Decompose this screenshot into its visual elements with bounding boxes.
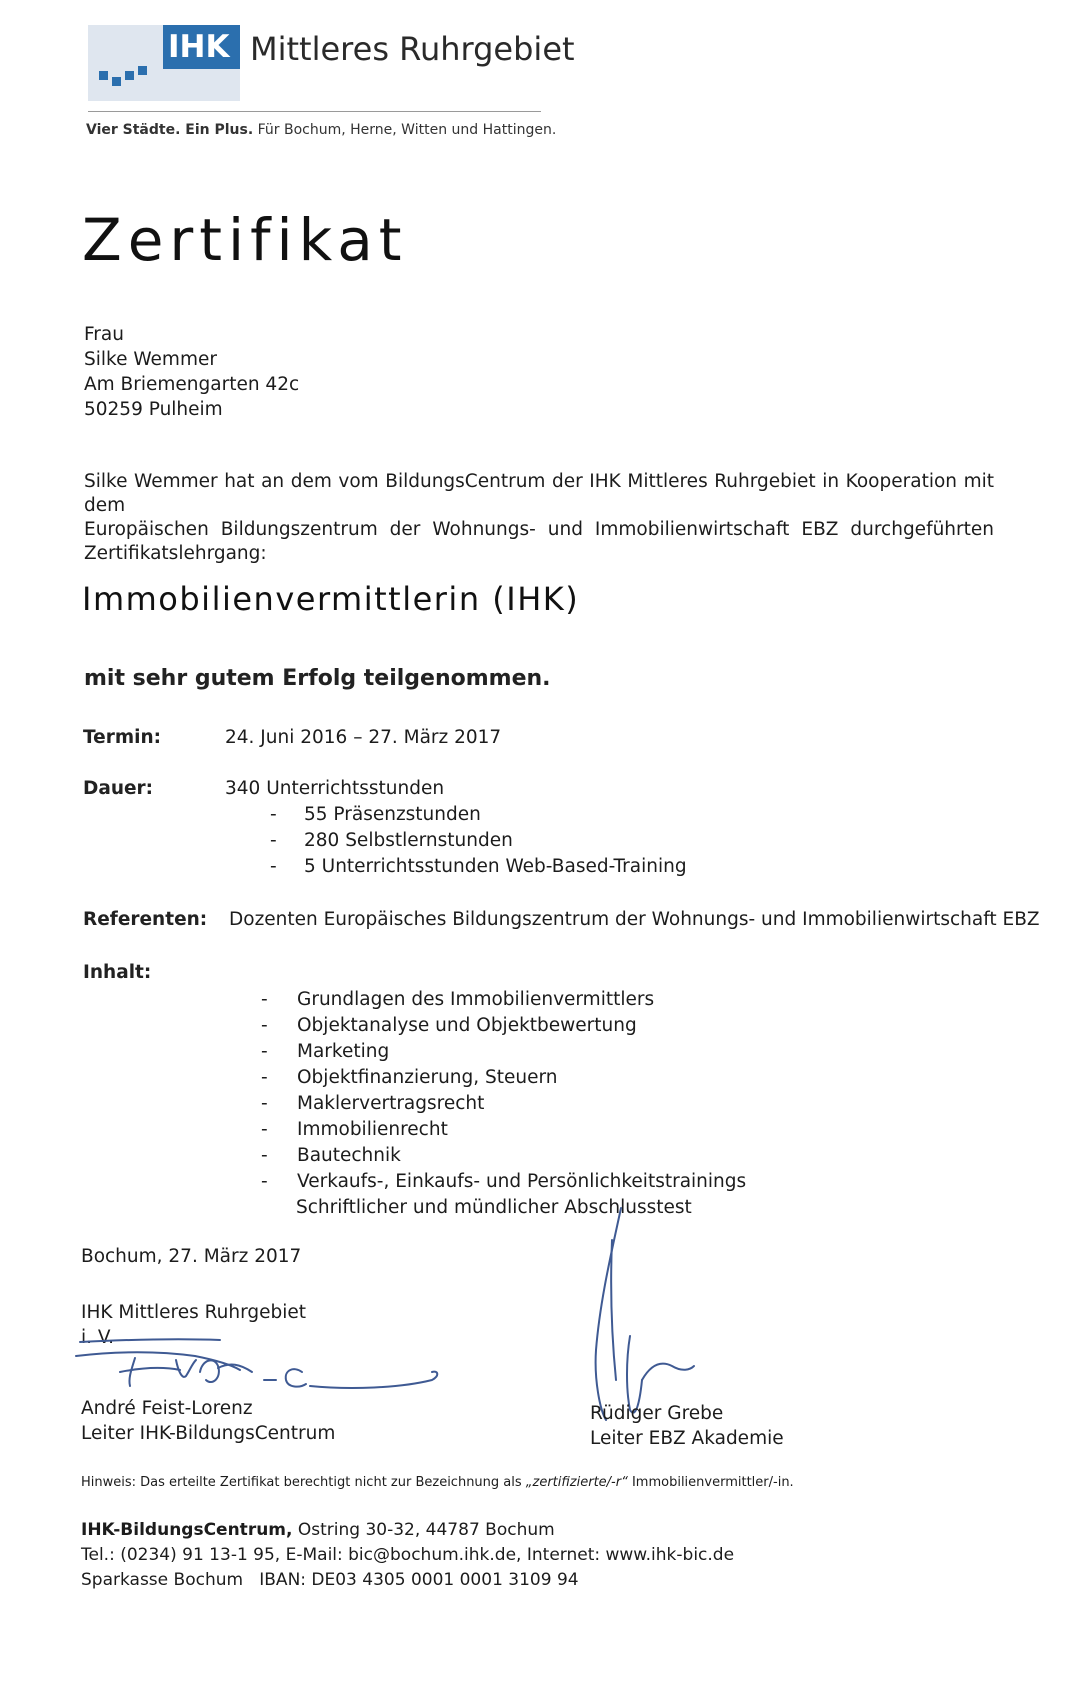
dauer-label: Dauer:: [83, 778, 154, 799]
inhalt-item: Verkaufs-, Einkaufs- und Persönlichkeitstrainings: [297, 1171, 747, 1192]
document-title: Zertifikat: [82, 206, 408, 274]
dauer-item: 55 Präsenzstunden: [304, 804, 481, 825]
inhalt-label: Inhalt:: [83, 962, 152, 983]
inhalt-item: Maklervertragsrecht: [297, 1093, 485, 1114]
course-title: Immobilienvermittlerin (IHK): [82, 580, 580, 618]
org-iv: i. V.: [81, 1327, 115, 1348]
termin-label: Termin:: [83, 727, 162, 748]
intro-line: Zertifikatslehrgang:: [84, 543, 267, 564]
inhalt-item: Grundlagen des Immobilienvermittlers: [297, 989, 655, 1010]
signer-1: [81, 1396, 335, 1446]
inhalt-extra: Schriftlicher und mündlicher Abschlusstest: [296, 1197, 692, 1218]
referenten-value: Dozenten Europäisches Bildungszentrum der Wohnungs- und Immobilienwirtschaft EBZ: [229, 909, 1040, 930]
result-statement: mit sehr gutem Erfolg teilgenommen.: [84, 666, 551, 691]
recipient-name: Silke Wemmer: [84, 349, 217, 370]
list-dash: -: [261, 1041, 268, 1062]
signer-2-name: Rüdiger Grebe: [590, 1403, 724, 1424]
list-dash: -: [270, 856, 277, 877]
list-dash: -: [261, 1093, 268, 1114]
inhalt-item: Marketing: [297, 1041, 390, 1062]
inhalt-item: Bautechnik: [297, 1145, 401, 1166]
signer-1-name: André Feist-Lorenz: [81, 1398, 253, 1419]
signer-2-role: Leiter EBZ Akademie: [590, 1428, 784, 1449]
list-dash: -: [261, 1145, 268, 1166]
intro-line: Europäischen Bildungszentrum der Wohnungs- und Immobilienwirtschaft EBZ durchgeführten: [84, 519, 994, 540]
logo-abbr: IHK: [168, 29, 230, 65]
dauer-item: 280 Selbstlernstunden: [304, 830, 513, 851]
inhalt-item: Immobilienrecht: [297, 1119, 448, 1140]
footer-bank: Sparkasse Bochum IBAN: DE03 4305 0001 0001 3109 94: [81, 1570, 579, 1590]
legal-note: Hinweis: Das erteilte Zertifikat berechtigt nicht zur Bezeichnung als „zertifizierte/-r“ Immobilienvermittler/-in.: [81, 1475, 794, 1490]
list-dash: -: [261, 1171, 268, 1192]
dauer-item: 5 Unterrichtsstunden Web-Based-Training: [304, 856, 687, 877]
signer-1-role: Leiter IHK-BildungsCentrum: [81, 1423, 336, 1444]
termin-value: 24. Juni 2016 – 27. März 2017: [225, 727, 502, 748]
recipient-salutation: Frau: [84, 324, 124, 345]
logo-tagline: Vier Städte. Ein Plus. Für Bochum, Herne, Witten und Hattingen.: [86, 122, 557, 138]
list-dash: -: [270, 804, 277, 825]
recipient-street: Am Briemengarten 42c: [84, 374, 300, 395]
footer-contact: [81, 1518, 734, 1593]
dauer-total: 340 Unterrichtsstunden: [225, 778, 445, 799]
intro-line: Silke Wemmer hat an dem vom BildungsCentrum der IHK Mittleres Ruhrgebiet in Kooperation mit dem: [84, 471, 994, 516]
list-dash: -: [261, 1119, 268, 1140]
org-name: IHK Mittleres Ruhrgebiet: [81, 1302, 307, 1323]
recipient-city: 50259 Pulheim: [84, 399, 223, 420]
footer-contact-line: Tel.: (0234) 91 13-1 95, E-Mail: bic@bochum.ihk.de, Internet: www.ihk-bic.de: [81, 1545, 735, 1565]
list-dash: -: [261, 1067, 268, 1088]
logo-name: Mittleres Ruhrgebiet: [250, 30, 575, 68]
list-dash: -: [261, 989, 268, 1010]
list-dash: -: [261, 1015, 268, 1036]
list-dash: -: [270, 830, 277, 851]
inhalt-item: Objektfinanzierung, Steuern: [297, 1067, 558, 1088]
inhalt-item: Objektanalyse und Objektbewertung: [297, 1015, 637, 1036]
footer-address: IHK-BildungsCentrum, Ostring 30-32, 44787 Bochum: [81, 1520, 555, 1540]
place-date: Bochum, 27. März 2017: [81, 1246, 302, 1267]
referenten-label: Referenten:: [83, 909, 208, 930]
signer-2: [590, 1401, 784, 1451]
